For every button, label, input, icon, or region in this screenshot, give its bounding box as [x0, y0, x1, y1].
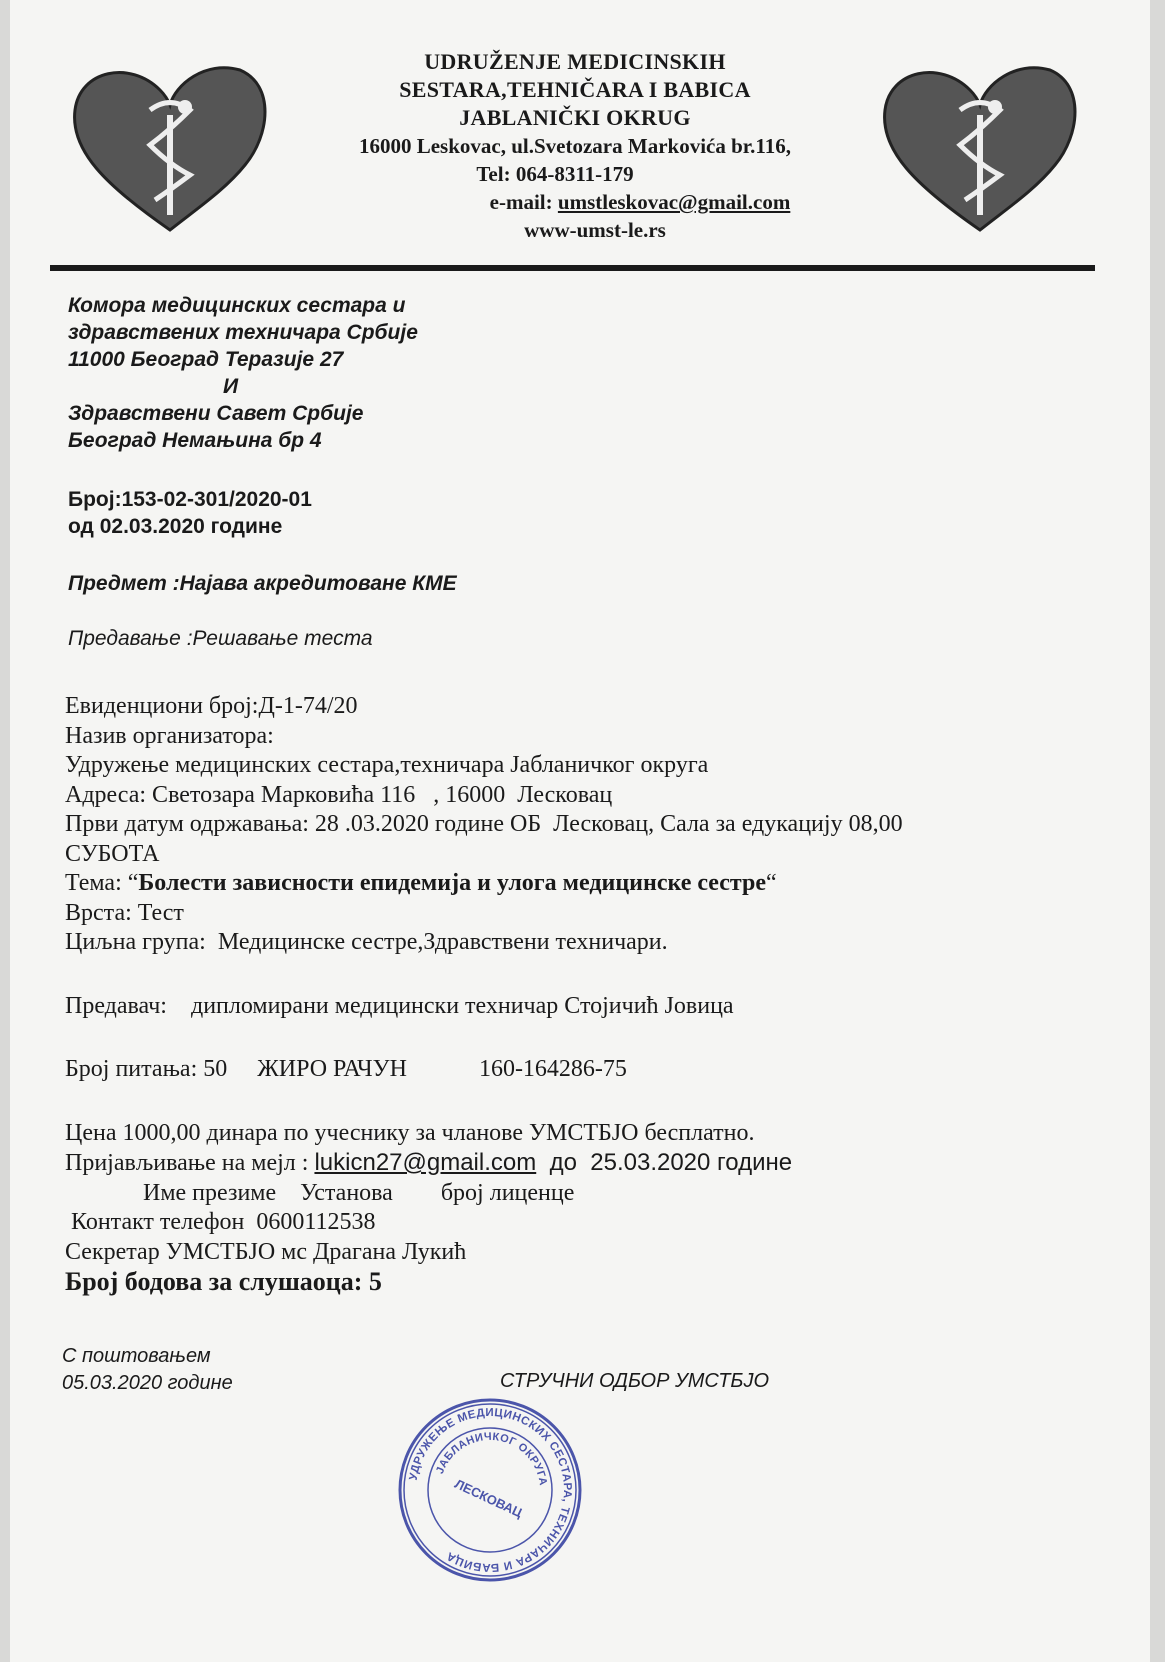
reference-number: Број:153-02-301/2020-01	[68, 488, 312, 511]
committee-signature: СТРУЧНИ ОДБОР УМСТБЈО	[500, 1370, 769, 1392]
stamp-inner-text: ЈАБЛАНИЧКОГ ОКРУГА	[433, 1430, 549, 1487]
org-email-line	[260, 188, 890, 216]
header-divider	[50, 265, 1095, 271]
lecturer: Предавач: дипломирани медицински техничар Стојичић Јовица	[65, 992, 734, 1019]
org-name-line: SESTARA,TEHNIČARA I BABICA	[399, 77, 751, 102]
reference-block	[68, 486, 312, 540]
event-topic	[65, 869, 1125, 899]
addressee-conjunction: И	[223, 375, 239, 398]
addressee-line: Здравствени Савет Србије	[68, 402, 364, 425]
secretary: Секретар УМСТБЈО мс Драгана Лукић	[65, 1238, 467, 1265]
svg-text:ЈАБЛАНИЧКОГ ОКРУГА	[434, 1431, 549, 1487]
org-address: 16000 Leskovac, ul.Svetozara Markovića br.116,	[358, 134, 792, 158]
organization-stamp	[395, 1395, 585, 1585]
addressee-line: Београд Немањина бр 4	[68, 429, 322, 452]
addressee-block	[68, 292, 418, 454]
price-info: Цена 1000,00 динара по учеснику за чланове УМСТБЈО бесплатно.	[65, 1119, 755, 1146]
topic-title: Болести зависности епидемија и улога медицинске сестре	[138, 870, 766, 896]
topic-label: Тема: “	[65, 870, 139, 896]
heart-caduceus-icon	[875, 55, 1085, 235]
credit-points: Број бодова за слушаоца: 5	[65, 1267, 382, 1296]
org-website[interactable]: www-umst-le.rs	[524, 218, 666, 242]
org-email-link[interactable]: umstleskovac@gmail.com	[557, 190, 791, 214]
addressee-line: здравствених техничара Србије	[68, 321, 418, 344]
subject-line: Предмет :Најава акредитоване КМЕ	[68, 572, 457, 595]
addressee-line: 11000 Београд Теразије 27	[68, 348, 344, 371]
addressee-line: Комора медицинских сестара и	[68, 294, 406, 317]
stamp-outer-text: УДРУЖЕЊЕ МЕДИЦИНСКИХ СЕСТАРА, ТЕХНИЧАРА И БАБИЦА	[407, 1406, 574, 1574]
questions-and-account: Број питања: 50 ЖИРО РАЧУН 160-164286-75	[65, 1056, 627, 1082]
event-first-date: Први датум одржавања: 28 .03.2020 године ОБ Лесковац, Сала за едукацију 08,00	[65, 811, 903, 837]
organizer-name: Удружење медицинских сестара,техничара Јабланичког округа	[65, 752, 709, 778]
application-deadline: до 25.03.2020 године	[536, 1149, 793, 1176]
application-line	[65, 1148, 1125, 1179]
closing-regards: С поштовањем	[62, 1345, 211, 1367]
application-email-link[interactable]: lukicn27@gmail.com	[314, 1149, 537, 1176]
event-weekday: СУБОТА	[65, 840, 160, 867]
event-address: Адреса: Светозара Марковића 116 , 16000 Лесковац	[65, 781, 613, 808]
letterhead	[260, 48, 890, 244]
application-label: Пријављивање на мејл :	[65, 1150, 315, 1176]
registry-number: Евиденциони број:Д-1-74/20	[65, 693, 358, 719]
application-fields: Име презиме Установа број лиценце	[65, 1179, 575, 1206]
org-email-label: e-mail:	[489, 190, 558, 214]
org-phone: Tel: 064-8311-179	[476, 162, 634, 186]
letter-body	[65, 692, 1125, 1297]
event-type: Врста: Тест	[65, 899, 184, 926]
heart-caduceus-icon	[65, 55, 275, 235]
org-name-line: UDRUŽENJE MEDICINSKIH	[424, 49, 726, 74]
target-group: Циљна група: Медицинске сестре,Здравствени техничари.	[65, 929, 668, 955]
contact-phone: Контакт телефон 0600112538	[65, 1209, 376, 1235]
stamp-center-text: ЛЕСКОВАЦ	[452, 1475, 525, 1521]
letter-page	[10, 0, 1150, 1662]
org-name-line: JABLANIČKI OKRUG	[459, 105, 691, 130]
topic-close-quote: “	[765, 870, 777, 896]
closing-date: 05.03.2020 године	[62, 1372, 233, 1394]
reference-date: од 02.03.2020 године	[68, 515, 283, 538]
closing-block	[62, 1343, 233, 1397]
lecture-line: Предавање :Решавање теста	[68, 627, 373, 650]
organizer-label: Назив организатора:	[65, 722, 274, 749]
